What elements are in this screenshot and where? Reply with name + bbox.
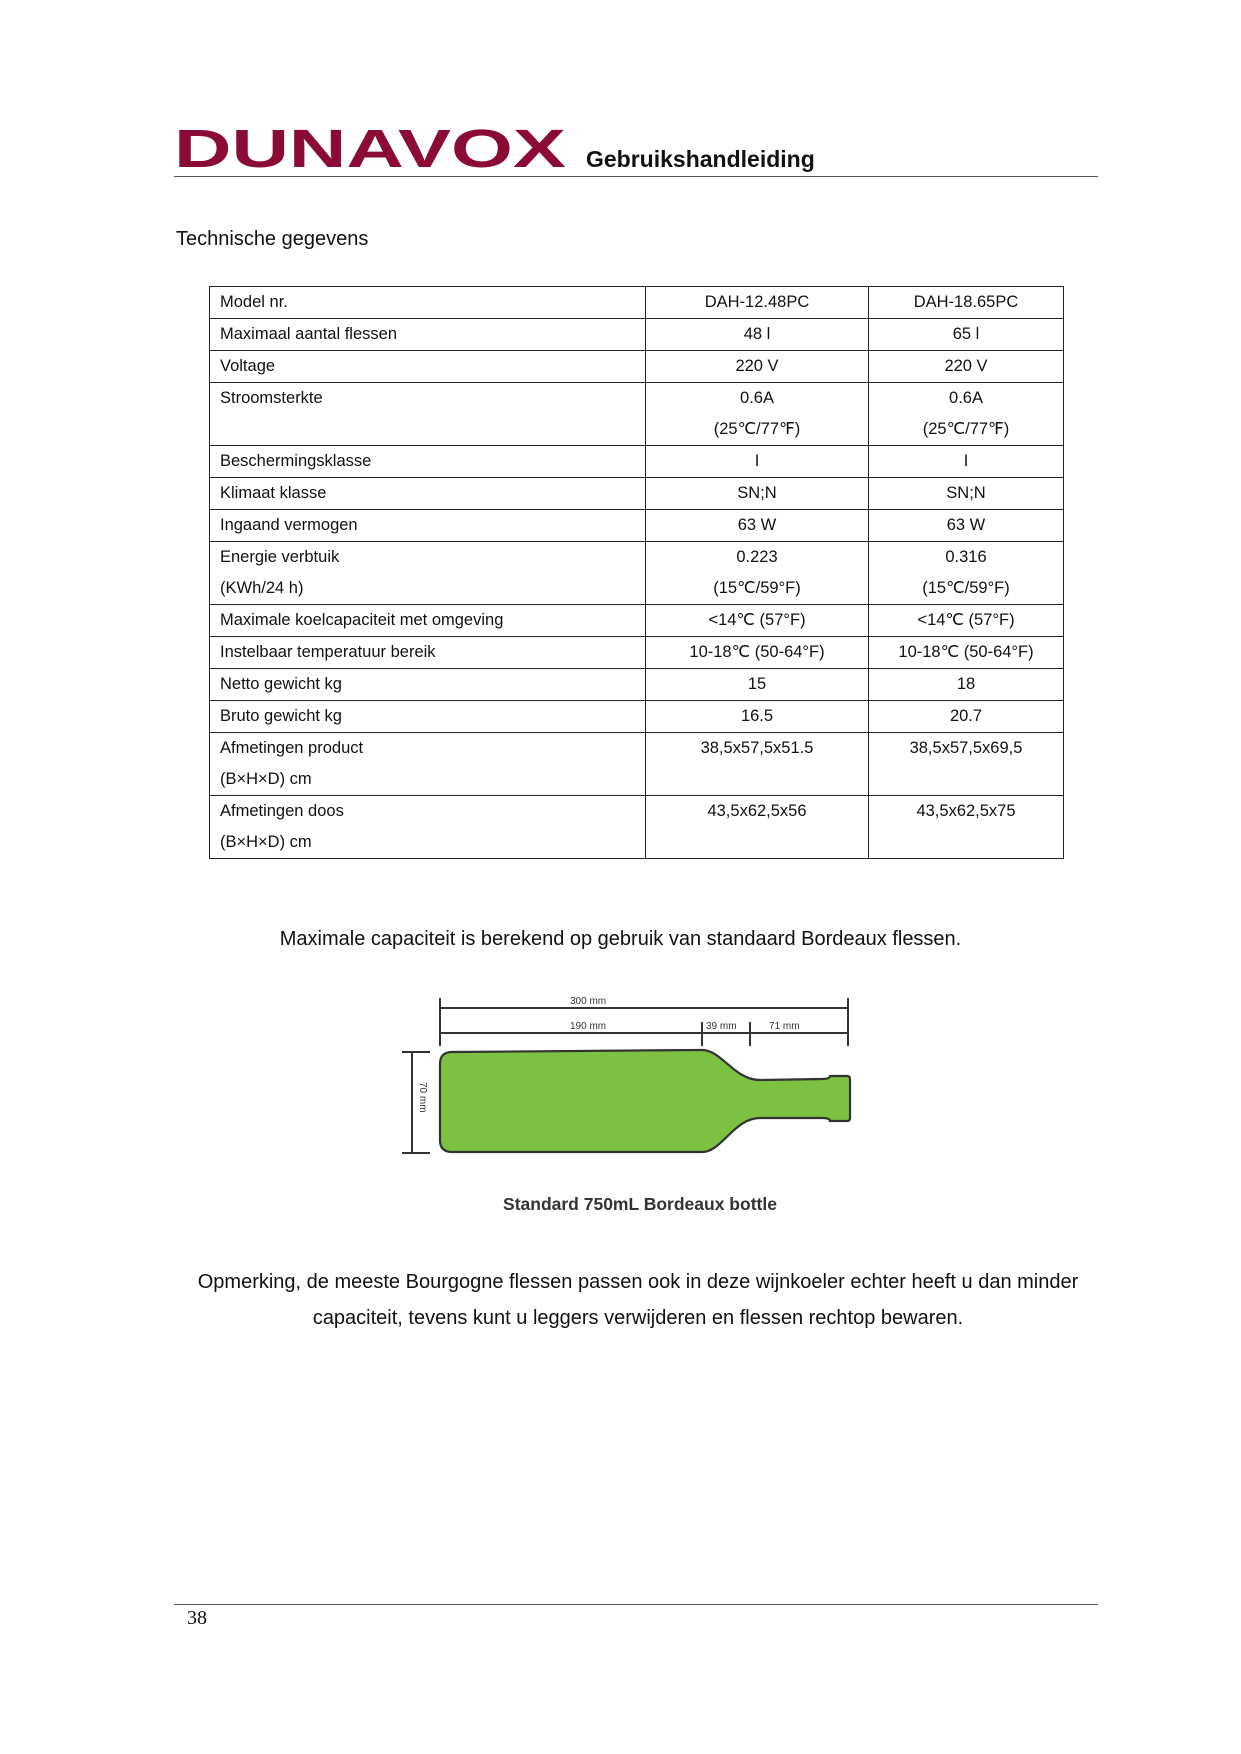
spec-value-dah-18-65pc: 63 W [946,516,986,534]
shoulder-length-label: 39 mm [706,1021,737,1032]
specs-table-body [210,287,1064,859]
specs-table [209,286,1064,859]
spec-row [210,669,1064,701]
spec-value-dah-18-65pc-cell [869,605,1064,637]
spec-value-dah-18-65pc-cell [869,701,1064,733]
spec-value-dah-18-65pc-cell [869,733,1064,796]
spec-value-dah-18-65pc: 220 V [944,357,988,375]
spec-label-cell [210,383,646,446]
spec-row [210,287,1064,319]
spec-value-dah-12-48pc: 0.223 [736,548,778,566]
spec-row [210,796,1064,859]
spec-value-dah-12-48pc-cell [646,701,869,733]
spec-value-dah-12-48pc-cell [646,637,869,669]
spec-label-cell [210,478,646,510]
spec-value-dah-12-48pc-cell [646,446,869,478]
spec-value-dah-12-48pc: 63 W [737,516,777,534]
spec-label: Klimaat klasse [220,484,327,502]
spec-value-dah-12-48pc: 48 l [743,325,771,343]
dunavox-logo [174,124,569,172]
spec-value-dah-12-48pc: 220 V [735,357,779,375]
section-title: Technische gegevens [176,228,369,250]
spec-value-dah-12-48pc: 10-18℃ (50-64°F) [689,643,825,661]
spec-value-dah-12-48pc-cell [646,796,869,859]
spec-value-dah-12-48pc-cell [646,383,869,446]
spec-label-cell [210,319,646,351]
spec-row [210,351,1064,383]
spec-value-dah-18-65pc-cell [869,319,1064,351]
spec-value-dah-18-65pc-cell [869,637,1064,669]
spec-value-dah-18-65pc-cell [869,542,1064,605]
bordeaux-bottle-shape [440,1050,850,1152]
spec-label-cell [210,542,646,605]
spec-label: (KWh/24 h) [220,579,304,597]
spec-value-dah-18-65pc-cell [869,478,1064,510]
spec-value-dah-12-48pc: 38,5x57,5x51.5 [700,739,814,757]
diameter-label: 70 mm [417,1082,428,1113]
header-divider [174,176,1098,177]
spec-label: Stroomsterkte [220,389,323,407]
spec-row [210,605,1064,637]
spec-label: (B×H×D) cm [220,770,312,788]
page-number: 38 [187,1607,207,1629]
spec-row [210,478,1064,510]
spec-label-cell [210,510,646,542]
spec-value-dah-12-48pc: 43,5x62,5x56 [707,802,807,820]
spec-label-cell [210,351,646,383]
spec-label: Afmetingen doos [220,802,344,820]
spec-label: Energie verbtuik [220,548,340,566]
spec-value-dah-12-48pc-cell [646,351,869,383]
spec-value-dah-12-48pc-cell [646,605,869,637]
spec-label: Ingaand vermogen [220,516,358,534]
manual-title: Gebruikshandleiding [586,146,815,172]
spec-value-dah-12-48pc-cell [646,733,869,796]
spec-label: Maximaal aantal flessen [220,325,398,343]
spec-label: Netto gewicht kg [220,675,342,693]
remark-paragraph [170,1264,1106,1336]
spec-value-dah-12-48pc-cell [646,669,869,701]
spec-label: (B×H×D) cm [220,833,312,851]
spec-value-dah-12-48pc-cell [646,287,869,319]
neck-length-label: 71 mm [769,1021,800,1032]
spec-label: Bruto gewicht kg [220,707,342,725]
spec-value-dah-18-65pc: 18 [956,675,976,693]
spec-value-dah-18-65pc: 43,5x62,5x75 [916,802,1016,820]
spec-value-dah-18-65pc-cell [869,669,1064,701]
remark-line-1: Opmerking, de meeste Bourgogne flessen passen ook in deze wijnkoeler echter heeft u dan minder [197,1271,1079,1293]
spec-value-dah-12-48pc-cell [646,510,869,542]
spec-label: Beschermingsklasse [220,452,372,470]
spec-value-dah-12-48pc: <14℃ (57°F) [708,611,806,629]
spec-value-dah-12-48pc: 0.6A [740,389,774,407]
spec-value-dah-12-48pc: (25℃/77℉) [713,420,801,438]
spec-value-dah-18-65pc: DAH-18.65PC [913,293,1019,311]
spec-label: Voltage [220,357,276,375]
spec-value-dah-18-65pc: I [963,452,969,470]
spec-label: Afmetingen product [220,739,364,757]
spec-row [210,446,1064,478]
spec-row [210,637,1064,669]
spec-value-dah-12-48pc-cell [646,319,869,351]
spec-value-dah-18-65pc-cell [869,510,1064,542]
spec-label-cell [210,287,646,319]
spec-value-dah-12-48pc-cell [646,542,869,605]
spec-value-dah-12-48pc: (15℃/59°F) [713,579,801,597]
spec-value-dah-18-65pc: 38,5x57,5x69,5 [909,739,1023,757]
spec-row [210,701,1064,733]
remark-line-2: capaciteit, tevens kunt u leggers verwijderen en flessen rechtop bewaren. [312,1307,964,1329]
spec-label-cell [210,637,646,669]
spec-value-dah-18-65pc-cell [869,383,1064,446]
capacity-note: Maximale capaciteit is berekend op gebruik van standaard Bordeaux flessen. [279,928,962,950]
spec-value-dah-18-65pc: 65 l [952,325,980,343]
bottle-caption: Standard 750mL Bordeaux bottle [503,1194,777,1214]
spec-label-cell [210,669,646,701]
spec-label-cell [210,605,646,637]
bottle-dimension-diagram [400,990,880,1190]
spec-value-dah-18-65pc: 10-18℃ (50-64°F) [898,643,1034,661]
brand-wordmark: DUNAVOX [174,124,566,172]
spec-label-cell [210,796,646,859]
spec-value-dah-18-65pc-cell [869,796,1064,859]
spec-value-dah-12-48pc: I [754,452,760,470]
footer-divider [174,1604,1098,1605]
body-length-label: 190 mm [570,1021,607,1032]
spec-value-dah-18-65pc: 0.316 [945,548,987,566]
spec-label: Model nr. [220,293,288,311]
page-header [174,124,1098,176]
spec-label-cell [210,446,646,478]
spec-value-dah-18-65pc: 0.6A [949,389,983,407]
spec-value-dah-18-65pc: <14℃ (57°F) [917,611,1015,629]
spec-row [210,510,1064,542]
spec-row [210,733,1064,796]
spec-value-dah-18-65pc: (25℃/77℉) [922,420,1010,438]
spec-value-dah-18-65pc-cell [869,446,1064,478]
spec-label: Instelbaar temperatuur bereik [220,643,436,661]
spec-value-dah-12-48pc: SN;N [737,484,777,502]
total-length-label: 300 mm [570,996,607,1007]
spec-label-cell [210,701,646,733]
spec-value-dah-18-65pc: (15℃/59°F) [922,579,1010,597]
spec-label-cell [210,733,646,796]
spec-label: Maximale koelcapaciteit met omgeving [220,611,504,629]
spec-value-dah-18-65pc-cell [869,351,1064,383]
spec-value-dah-18-65pc-cell [869,287,1064,319]
spec-value-dah-18-65pc: 20.7 [949,707,983,725]
spec-row [210,383,1064,446]
spec-value-dah-12-48pc: 16.5 [740,707,774,725]
spec-value-dah-12-48pc: 15 [747,675,767,693]
spec-value-dah-12-48pc-cell [646,478,869,510]
spec-value-dah-18-65pc: SN;N [946,484,986,502]
spec-row [210,319,1064,351]
spec-row [210,542,1064,605]
spec-value-dah-12-48pc: DAH-12.48PC [704,293,810,311]
